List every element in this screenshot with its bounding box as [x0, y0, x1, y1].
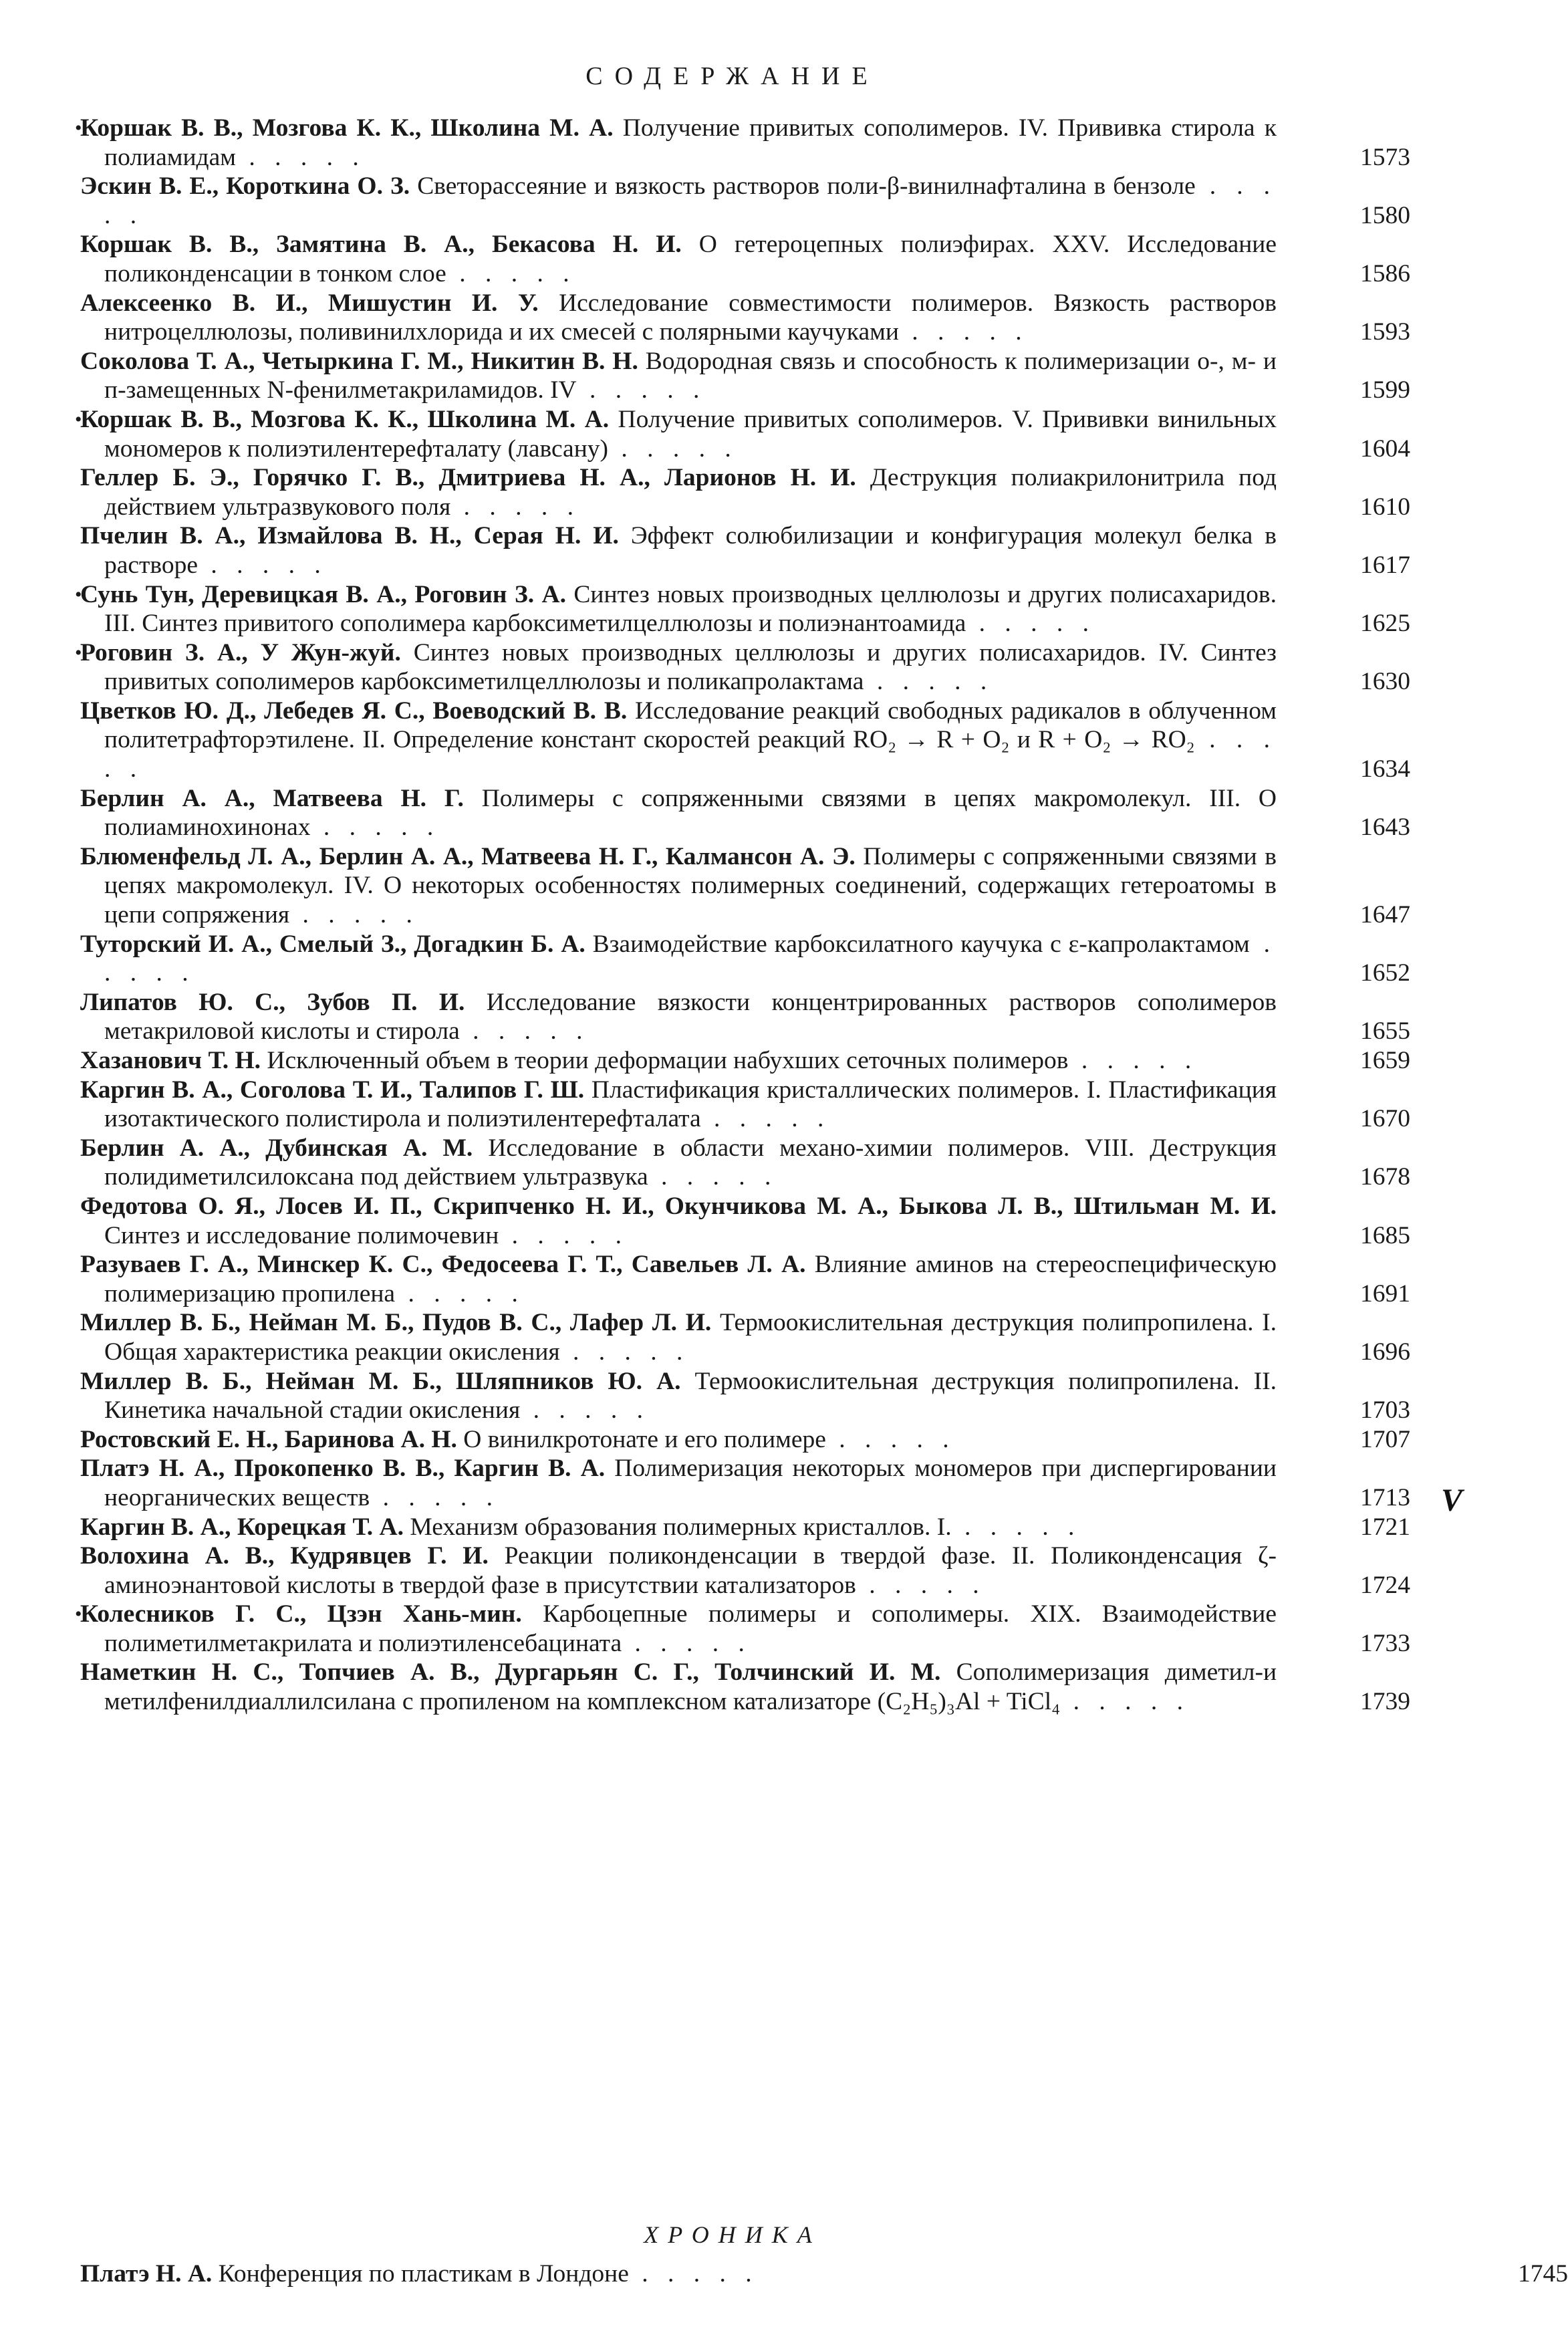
toc-entry	[80, 1076, 1410, 1134]
toc-entry	[75, 580, 1410, 638]
entry-page: 1659	[1360, 1047, 1410, 1074]
leader-dots: . . . . .	[864, 668, 994, 696]
entry-page: 1678	[1360, 1163, 1410, 1191]
entry-title: Исследование совместимости полимеров. Вязкость растворов нитроцеллюлозы, поливинилхлорида и их смесей с полярными каучуками	[104, 289, 1277, 346]
leader-dots: . . . . .	[559, 1338, 690, 1366]
entry-page: 1733	[1360, 1629, 1410, 1657]
toc-entry	[80, 172, 1410, 230]
entry-page: 1745	[1518, 2260, 1568, 2288]
entry-page: 1707	[1360, 1425, 1410, 1453]
entry-authors: Миллер В. Б., Нейман М. Б., Шляпников Ю. А.	[80, 1367, 681, 1395]
entry-authors: Миллер В. Б., Нейман М. Б., Пудов В. С., Лафер Л. И.	[80, 1309, 712, 1337]
leader-dots: . . . . .	[898, 318, 1029, 346]
bullet-marker: •	[75, 583, 82, 606]
leader-dots: . . . . .	[236, 143, 366, 171]
leader-dots: . . . . .	[608, 435, 738, 463]
handwritten-check-mark: V	[1440, 1482, 1462, 1518]
entry-page: 1724	[1360, 1571, 1410, 1599]
entry-title: Полимеры с сопряженными связями в цепях макромолекул. III. О полиаминохинонах	[104, 784, 1277, 842]
entry-page: 1703	[1360, 1396, 1410, 1425]
toc-entry	[75, 1600, 1410, 1658]
toc-entry	[80, 1367, 1410, 1425]
entry-title: Исследование в области механо-химии полимеров. VIII. Деструкция полидиметилсилоксана под действием ультразвука	[104, 1134, 1277, 1191]
toc-entry	[75, 405, 1410, 463]
leader-dots: . . . . .	[446, 259, 576, 287]
entry-authors: Геллер Б. Э., Горячко Г. В., Дмитриева Н. А., Ларионов Н. И.	[80, 464, 856, 492]
toc-entry	[80, 347, 1410, 405]
entry-authors: Роговин З. А., У Жун-жуй.	[80, 638, 401, 666]
entry-page: 1685	[1360, 1221, 1410, 1249]
entry-page: 1647	[1360, 901, 1410, 929]
toc-entry	[80, 1513, 1410, 1542]
entry-authors: Берлин А. А., Дубинская А. М.	[80, 1134, 473, 1162]
bullet-marker: •	[75, 641, 82, 664]
leader-dots: . . . . .	[370, 1483, 499, 1511]
chronicle-heading: ХРОНИКА	[644, 2221, 821, 2248]
leader-dots: . . . . .	[198, 551, 328, 579]
entry-page: 1721	[1360, 1513, 1410, 1541]
entry-authors: Коршак В. В., Мозгова К. К., Школина М. А.	[80, 405, 610, 433]
entry-page: 1573	[1360, 143, 1410, 171]
entry-title: Исключенный объем в теории деформации набухших сеточных полимеров	[267, 1047, 1069, 1074]
entry-title: Водородная связь и способность к полимеризации о-, м- и п-замещенных N-фенилметакриламидов. IV	[104, 347, 1277, 404]
entry-title: Сополимеризация диметил-и метилфенилдиаллилсилана с пропиленом на комплексном катализаторе (C₂H₅)₃Al + TiCl₄	[104, 1658, 1277, 1716]
entry-authors: Хазанович Т. Н.	[80, 1047, 261, 1074]
chronicle-entry	[80, 2259, 1568, 2289]
entry-title: Исследование реакций свободных радикалов в облученном политетрафторэтилене. II. Определение констант скоростей реакций RO₂ → R + O₂ и R + O₂ → RO₂	[104, 697, 1277, 754]
entry-title: Полимеры с сопряженными связями в цепях макромолекул. IV. О некоторых особенностях полимерных соединений, содержащих гетероатомы в цепи сопряжения	[104, 842, 1277, 929]
entry-page: 1617	[1360, 551, 1410, 579]
leader-dots: . . . . .	[289, 901, 419, 929]
entry-title: Реакции поликонденсации в твердой фазе. II. Поликонденсация ζ-аминоэнантовой кислоты в твердой фазе в присутствии катализаторов	[104, 1542, 1277, 1599]
entry-page: 1593	[1360, 318, 1410, 346]
entry-title: О винилкротонате и его полимере	[463, 1425, 826, 1453]
entry-page: 1580	[1360, 201, 1410, 229]
entry-page: 1599	[1360, 376, 1410, 404]
toc-entry	[80, 1658, 1410, 1716]
entry-page: 1610	[1360, 493, 1410, 521]
entry-page: 1696	[1360, 1338, 1410, 1366]
entry-title: Пластификация кристаллических полимеров. I. Пластификация изотактического полистирола и полиэтилентерефталата	[104, 1076, 1277, 1133]
leader-dots: . . . . .	[395, 1279, 525, 1308]
entry-authors: Платэ Н. А.	[80, 2260, 213, 2288]
entry-title: Деструкция полиакрилонитрила под действием ультразвукового поля	[104, 464, 1277, 521]
entry-title: Синтез новых производных целлюлозы и других полисахаридов. IV. Синтез привитых сополимеров карбоксиметилцеллюлозы и поликапролактама	[104, 638, 1277, 696]
entry-title: Влияние аминов на стереоспецифическую полимеризацию пропилена	[104, 1251, 1277, 1308]
leader-dots: . . . . .	[648, 1163, 778, 1191]
entry-authors: Берлин А. А., Матвеева Н. Г.	[80, 784, 464, 812]
toc-entry	[80, 289, 1410, 347]
entry-authors: Каргин В. А., Корецкая Т. А.	[80, 1513, 404, 1541]
entry-authors: Платэ Н. А., Прокопенко В. В., Каргин В. А.	[80, 1455, 606, 1483]
entry-title: Карбоцепные полимеры и сополимеры. XIX. Взаимодействие полиметилметакрилата и полиэтиленсебацината	[104, 1600, 1277, 1657]
toc-entry	[80, 1454, 1462, 1518]
entry-page: 1604	[1360, 435, 1410, 463]
entry-page: 1586	[1360, 259, 1410, 287]
toc-entry	[80, 1192, 1410, 1250]
entry-authors: Волохина А. В., Кудрявцев Г. И.	[80, 1542, 489, 1570]
toc-entry	[80, 842, 1410, 930]
entry-page: 1625	[1360, 610, 1410, 638]
leader-dots: . . . . .	[825, 1425, 956, 1453]
bullet-marker: •	[75, 408, 82, 430]
entry-authors: Каргин В. А., Соголова Т. И., Талипов Г. Ш.	[80, 1076, 585, 1104]
leader-dots: . . . . .	[459, 1017, 590, 1045]
entry-title: Исследование вязкости концентрированных растворов сополимеров метакриловой кислоты и стирола	[104, 988, 1277, 1045]
leader-dots: . . . . .	[450, 493, 580, 521]
bullet-marker: •	[75, 117, 82, 139]
entry-title: Взаимодействие карбоксилатного каучука с ε-капролактамом	[592, 930, 1250, 958]
entry-authors: Федотова О. Я., Лосев И. П., Скрипченко Н. И., Окунчикова М. А., Быкова Л. В., Штильман М. И.	[80, 1192, 1277, 1220]
toc-entry	[75, 638, 1410, 697]
entry-page: 1643	[1360, 814, 1410, 842]
entry-title: Эффект солюбилизации и конфигурация молекул белка в растворе	[104, 522, 1277, 579]
leader-dots: . . . . .	[856, 1571, 986, 1599]
leader-dots: . . . . .	[104, 726, 1277, 783]
toc-entry	[80, 463, 1410, 521]
entry-page: 1691	[1360, 1279, 1410, 1308]
entry-title: О гетероцепных полиэфирах. XXV. Исследование поликонденсации в тонком слое	[104, 231, 1277, 287]
entry-title: Механизм образования полимерных кристаллов. I.	[410, 1513, 952, 1541]
leader-dots: . . . . .	[310, 814, 440, 842]
page-title: СОДЕРЖАНИЕ	[585, 62, 880, 90]
entry-authors: Цветков Ю. Д., Лебедев Я. С., Воеводский В. В.	[80, 697, 628, 725]
leader-dots: . . . . .	[576, 376, 706, 404]
entry-page: 1713	[1360, 1483, 1410, 1511]
toc-entry	[75, 114, 1410, 172]
entry-authors: Соколова Т. А., Четыркина Г. М., Никитин В. Н.	[80, 347, 638, 375]
entry-authors: Коршак В. В., Замятина В. А., Бекасова Н. И.	[80, 231, 682, 259]
entry-title: Получение привитых сополимеров. V. Прививки винильных мономеров к полиэтилентерефталату (лавсану)	[104, 405, 1277, 463]
entry-title: Конференция по пластикам в Лондоне	[218, 2260, 629, 2288]
entry-page: 1739	[1360, 1688, 1410, 1716]
entry-authors: Наметкин Н. С., Топчиев А. В., Дургарьян С. Г., Толчинский И. М.	[80, 1658, 941, 1687]
entry-title: Синтез новых производных целлюлозы и других полисахаридов. III. Синтез привитого сополимера карбоксиметилцеллюлозы и полиэнантоамида	[104, 580, 1277, 638]
entry-authors: Ростовский Е. Н., Баринова А. Н.	[80, 1425, 457, 1453]
entry-page: 1655	[1360, 1017, 1410, 1045]
entry-authors: Пчелин В. А., Измайлова В. Н., Серая Н. И.	[80, 522, 619, 550]
leader-dots: . . . . .	[1060, 1688, 1190, 1716]
entry-authors: Блюменфельд Л. А., Берлин А. А., Матвеева Н. Г., Калмансон А. Э.	[80, 842, 856, 870]
toc-entry	[80, 1250, 1410, 1308]
leader-dots: . . . . .	[951, 1513, 1081, 1541]
entry-authors: Алексеенко В. И., Мишустин И. У.	[80, 289, 539, 317]
leader-dots: . . . . .	[700, 1105, 831, 1133]
entry-page: 1634	[1360, 755, 1410, 783]
entry-title: Термоокислительная деструкция полипропилена. II. Кинетика начальной стадии окисления	[104, 1367, 1277, 1425]
entry-title: Термоокислительная деструкция полипропилена. I. Общая характеристика реакции окисления	[104, 1309, 1277, 1366]
leader-dots: . . . . .	[520, 1396, 650, 1425]
entry-authors: Колесников Г. С., Цзэн Хань-мин.	[80, 1600, 522, 1628]
entry-authors: Липатов Ю. С., Зубов П. И.	[80, 988, 465, 1016]
leader-dots: . . . . .	[628, 2260, 759, 2288]
entry-authors: Эскин В. Е., Короткина О. З.	[80, 172, 410, 201]
leader-dots: . . . . .	[622, 1629, 751, 1657]
bullet-marker: •	[75, 1603, 82, 1626]
toc-entry	[80, 230, 1410, 288]
toc-entry	[80, 1541, 1410, 1600]
leader-dots: . . . . .	[104, 930, 1277, 987]
toc-entry	[80, 930, 1410, 988]
entry-page: 1652	[1360, 959, 1410, 987]
leader-dots: . . . . .	[499, 1221, 629, 1249]
entry-title: Полимеризация некоторых мономеров при диспергировании неорганических веществ	[104, 1455, 1277, 1511]
leader-dots: . . . . .	[104, 172, 1277, 229]
leader-dots: . . . . .	[1068, 1047, 1198, 1074]
entry-title: Синтез и исследование полимочевин	[104, 1221, 499, 1249]
toc-entry	[80, 1046, 1410, 1076]
toc-entry	[80, 521, 1410, 580]
toc-entry	[80, 697, 1410, 784]
toc-entry	[80, 1308, 1410, 1366]
entry-page: 1630	[1360, 668, 1410, 696]
toc-entry	[80, 988, 1410, 1046]
toc-entry	[80, 784, 1410, 842]
toc-entry	[80, 1134, 1410, 1192]
entry-title: Светорассеяние и вязкость растворов поли-β-винилнафталина в бензоле	[417, 172, 1196, 201]
entry-authors: Разуваев Г. А., Минскер К. С., Федосеева Г. Т., Савельев Л. А.	[80, 1251, 806, 1279]
entry-authors: Сунь Тун, Деревицкая В. А., Роговин З. А.	[80, 580, 566, 608]
table-of-contents	[75, 114, 1462, 1717]
entry-page: 1670	[1360, 1105, 1410, 1133]
entry-authors: Коршак В. В., Мозгова К. К., Школина М. А.	[80, 114, 614, 142]
entry-authors: Туторский И. А., Смелый З., Догадкин Б. А.	[80, 930, 585, 958]
entry-title: Получение привитых сополимеров. IV. Прививка стирола к полиамидам	[104, 114, 1277, 171]
toc-entry	[80, 1425, 1410, 1455]
leader-dots: . . . . .	[966, 610, 1096, 638]
